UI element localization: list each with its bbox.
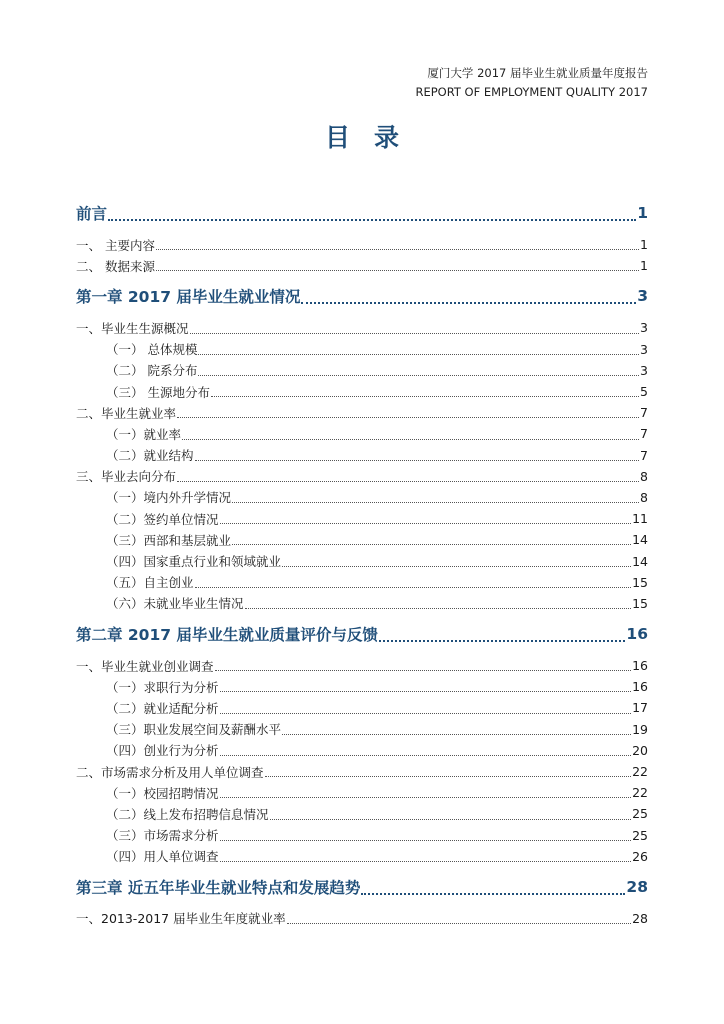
toc-page-number: 3 <box>640 362 648 378</box>
toc-dot-leader <box>282 565 631 567</box>
toc-page-number: 28 <box>632 910 648 926</box>
toc-entry-title: 一、 主要内容 <box>76 237 155 253</box>
toc-dot-leader <box>301 301 636 304</box>
toc-dot-leader <box>156 248 639 250</box>
toc-entry[interactable] <box>76 339 648 360</box>
toc-page-number: 28 <box>626 877 648 896</box>
toc-page-number: 19 <box>632 721 648 737</box>
toc-entry[interactable] <box>76 317 648 338</box>
toc-dot-leader <box>190 332 640 334</box>
toc-dot-leader <box>220 690 632 692</box>
toc-entry[interactable] <box>76 782 648 803</box>
toc-entry[interactable] <box>76 846 648 867</box>
toc-dot-leader <box>108 218 636 221</box>
toc-page-number: 26 <box>632 848 648 864</box>
toc-entry[interactable] <box>76 572 648 593</box>
toc-dot-leader <box>211 395 639 397</box>
toc-chapter-entry[interactable] <box>76 620 648 648</box>
toc-entry-title: 一、2013-2017 届毕业生年度就业率 <box>76 911 286 927</box>
toc-entry-title: （一）境内外升学情况 <box>106 490 232 506</box>
toc-entry-title: 一、毕业生生源概况 <box>76 320 189 336</box>
toc-entry-title: 二、市场需求分析及用人单位调查 <box>76 764 264 780</box>
toc-page-number: 16 <box>626 625 648 643</box>
toc-dot-leader <box>220 712 632 714</box>
running-header <box>415 64 648 102</box>
toc-dot-leader <box>220 754 632 756</box>
toc-entry[interactable] <box>76 255 648 276</box>
toc-chapter-entry[interactable] <box>76 282 648 310</box>
toc-dot-leader <box>265 775 632 777</box>
toc-entry[interactable] <box>76 487 648 508</box>
toc-dot-leader <box>156 269 639 271</box>
toc-entry[interactable] <box>76 803 648 824</box>
toc-entry[interactable] <box>76 676 648 697</box>
toc-page-number: 3 <box>640 341 648 357</box>
toc-dot-leader <box>198 353 639 355</box>
header-title-en: REPORT OF EMPLOYMENT QUALITY 2017 <box>415 85 648 99</box>
toc-page-number: 7 <box>640 405 648 421</box>
table-of-contents <box>76 193 648 929</box>
toc-entry-title: （一）求职行为分析 <box>106 679 219 695</box>
toc-dot-leader <box>198 374 639 376</box>
toc-dot-leader <box>220 522 632 524</box>
toc-entry-title: 前言 <box>76 205 108 223</box>
toc-page-number: 3 <box>637 287 648 306</box>
toc-page-number: 1 <box>637 204 648 222</box>
toc-entry-title: （一）校园招聘情况 <box>106 785 219 801</box>
toc-entry-title: （二） 院系分布 <box>106 363 198 379</box>
toc-entry-title: （三）西部和基层就业 <box>106 532 232 548</box>
toc-page-number: 14 <box>632 553 648 569</box>
toc-dot-leader <box>195 586 632 588</box>
toc-entry-title: 第一章 2017 届毕业生就业情况 <box>76 288 301 307</box>
toc-entry-title: （三） 生源地分布 <box>106 384 210 400</box>
toc-entry-title: （三）市场需求分析 <box>106 828 219 844</box>
toc-entry-title: （二）就业适配分析 <box>106 700 219 716</box>
toc-entry[interactable] <box>76 761 648 782</box>
toc-entry[interactable] <box>76 508 648 529</box>
header-title-cn: 厦门大学 2017 届毕业生就业质量年度报告 <box>427 66 648 80</box>
toc-entry[interactable] <box>76 423 648 444</box>
toc-entry-title: （四）创业行为分析 <box>106 743 219 759</box>
toc-entry-title: （二）签约单位情况 <box>106 511 219 527</box>
toc-entry-title: （五）自主创业 <box>106 575 194 591</box>
toc-entry[interactable] <box>76 402 648 423</box>
toc-page-number: 7 <box>640 426 648 442</box>
toc-entry[interactable] <box>76 360 648 381</box>
toc-entry-title: （三）职业发展空间及薪酬水平 <box>106 722 282 738</box>
toc-entry[interactable] <box>76 697 648 718</box>
toc-entry[interactable] <box>76 740 648 761</box>
toc-dot-leader <box>270 818 632 820</box>
toc-page-number: 16 <box>632 679 648 695</box>
toc-entry-title: 第三章 近五年毕业生就业特点和发展趋势 <box>76 878 361 897</box>
page-title: 目录 <box>324 123 423 152</box>
toc-entry-title: （二）就业结构 <box>106 448 194 464</box>
toc-page-number: 20 <box>632 742 648 758</box>
toc-entry-title: （二）线上发布招聘信息情况 <box>106 806 269 822</box>
toc-page-number: 25 <box>632 827 648 843</box>
toc-dot-leader <box>232 501 639 503</box>
toc-page-number: 5 <box>640 384 648 400</box>
toc-page-number: 25 <box>632 806 648 822</box>
toc-dot-leader <box>195 459 640 461</box>
toc-entry-title: （四）国家重点行业和领域就业 <box>106 554 282 570</box>
toc-page-number: 14 <box>632 532 648 548</box>
toc-entry[interactable] <box>76 908 648 929</box>
toc-dot-leader <box>177 480 639 482</box>
toc-dot-leader <box>215 669 632 671</box>
toc-dot-leader <box>220 860 632 862</box>
toc-page-number: 22 <box>632 764 648 780</box>
toc-entry-title: 二、毕业生就业率 <box>76 405 177 421</box>
toc-dot-leader <box>220 839 632 841</box>
toc-page-number: 16 <box>632 658 648 674</box>
toc-dot-leader <box>182 438 639 440</box>
toc-entry[interactable] <box>76 593 648 614</box>
toc-entry[interactable] <box>76 655 648 676</box>
toc-page-number: 15 <box>632 595 648 611</box>
toc-entry-title: 一、毕业生就业创业调查 <box>76 658 214 674</box>
toc-dot-leader <box>282 733 631 735</box>
toc-dot-leader <box>177 416 639 418</box>
toc-dot-leader <box>361 892 625 895</box>
toc-page-number: 22 <box>632 785 648 801</box>
toc-entry-title: （一） 总体规模 <box>106 342 198 358</box>
toc-entry[interactable] <box>76 529 648 550</box>
toc-chapter-entry[interactable] <box>76 199 648 227</box>
toc-page-number: 1 <box>640 237 648 253</box>
toc-entry[interactable] <box>76 825 648 846</box>
toc-entry[interactable] <box>76 466 648 487</box>
toc-page-number: 8 <box>640 468 648 484</box>
toc-chapter-entry[interactable] <box>76 873 648 901</box>
toc-dot-leader <box>379 639 625 642</box>
toc-page-number: 15 <box>632 574 648 590</box>
toc-page-number: 17 <box>632 700 648 716</box>
toc-page-number: 8 <box>640 489 648 505</box>
toc-entry[interactable] <box>76 234 648 255</box>
toc-entry[interactable] <box>76 719 648 740</box>
toc-entry-title: （四）用人单位调查 <box>106 849 219 865</box>
toc-entry-title: 三、毕业去向分布 <box>76 469 177 485</box>
toc-entry[interactable] <box>76 550 648 571</box>
toc-dot-leader <box>287 922 631 924</box>
toc-page-number: 3 <box>640 320 648 336</box>
toc-entry-title: 二、 数据来源 <box>76 258 155 274</box>
toc-dot-leader <box>220 796 632 798</box>
toc-page-number: 11 <box>632 511 648 527</box>
toc-page-number: 7 <box>640 447 648 463</box>
toc-entry-title: （一）就业率 <box>106 426 182 442</box>
toc-entry-title: 第二章 2017 届毕业生就业质量评价与反馈 <box>76 626 378 644</box>
toc-dot-leader <box>245 607 632 609</box>
toc-entry[interactable] <box>76 381 648 402</box>
toc-dot-leader <box>232 543 631 545</box>
toc-page-number: 1 <box>640 258 648 274</box>
toc-entry-title: （六）未就业毕业生情况 <box>106 596 244 612</box>
toc-entry[interactable] <box>76 445 648 466</box>
